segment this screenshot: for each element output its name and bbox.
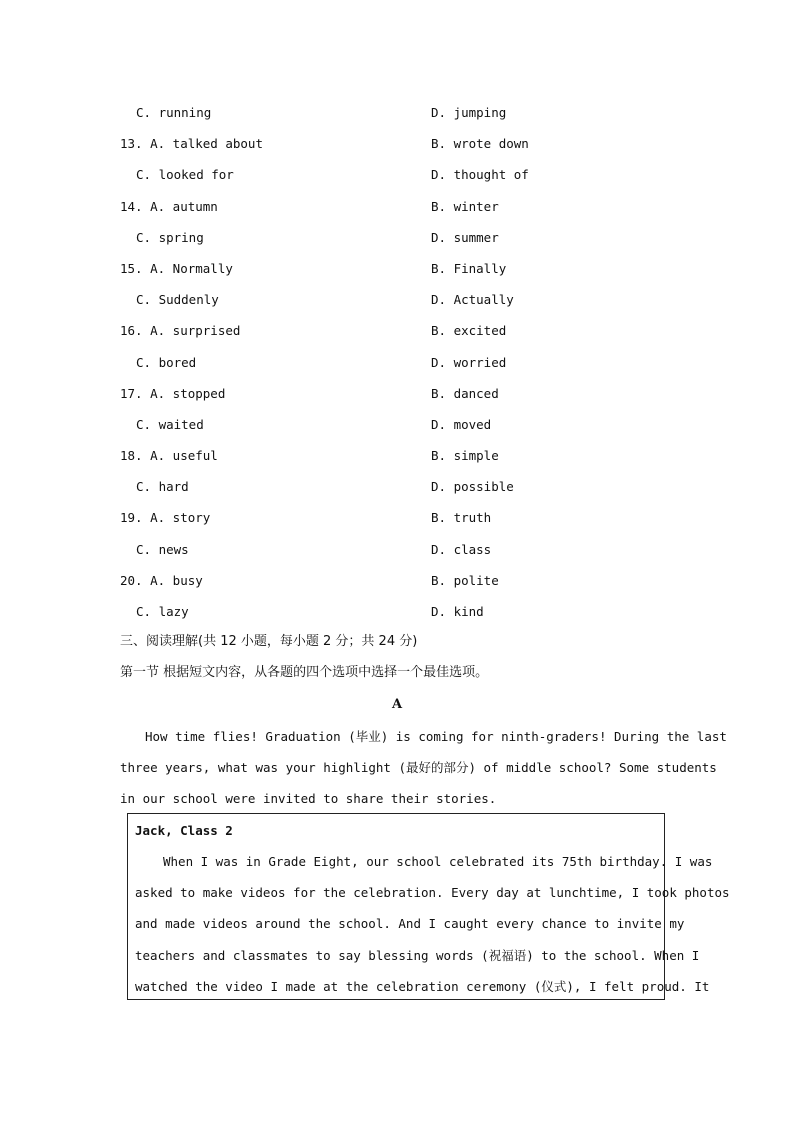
option-right: D. jumping — [431, 105, 507, 120]
story-heading: Jack, Class 2 — [135, 823, 233, 838]
option-right: D. possible — [431, 479, 514, 495]
option-left: 16. A. surprised — [120, 323, 241, 339]
option-row — [120, 471, 680, 502]
story-body — [135, 846, 730, 1002]
option-left: 17. A. stopped — [120, 385, 226, 401]
option-right: B. polite — [431, 572, 499, 588]
option-left: 13. A. talked about — [120, 136, 263, 152]
option-right: D. thought of — [431, 167, 529, 183]
option-row — [120, 128, 680, 159]
option-row — [120, 378, 680, 409]
option-right: B. winter — [431, 198, 499, 214]
option-left: C. looked for — [136, 167, 234, 183]
option-row — [120, 159, 680, 190]
option-left: C. Suddenly — [136, 292, 219, 308]
passage-letter: A — [391, 697, 403, 712]
option-left: C. spring — [136, 229, 204, 245]
option-left: 18. A. useful — [120, 448, 218, 464]
option-right: D. moved — [431, 416, 492, 432]
option-right: B. simple — [431, 448, 499, 464]
cloze-options-list — [120, 97, 680, 627]
option-right: D. worried — [431, 354, 507, 370]
option-row — [120, 191, 680, 222]
option-row — [120, 565, 680, 596]
option-right: D. summer — [431, 229, 499, 245]
option-right: D. class — [431, 541, 492, 557]
option-left: 19. A. story — [120, 510, 211, 526]
option-row — [120, 440, 680, 471]
section-instruction: 第一节 根据短文内容，从各题的四个选项中选择一个最佳选项。 — [120, 665, 489, 680]
option-left: C. lazy — [136, 604, 189, 619]
option-right: B. danced — [431, 385, 499, 401]
option-row — [120, 502, 680, 533]
option-row — [120, 97, 680, 128]
option-row — [120, 534, 680, 565]
option-right: B. truth — [431, 510, 492, 526]
story-line: teachers and classmates to say blessing words (祝福语) to the school. When I — [135, 947, 700, 963]
option-left: C. news — [136, 541, 189, 557]
intro-line: in our school were invited to share their stories. — [120, 791, 497, 807]
option-row — [120, 284, 680, 315]
option-left: C. waited — [136, 416, 204, 432]
option-left: 20. A. busy — [120, 572, 203, 588]
option-row — [120, 222, 680, 253]
option-row — [120, 315, 680, 346]
option-row — [120, 253, 680, 284]
story-line: watched the video I made at the celebration ceremony (仪式), I felt proud. It — [135, 978, 710, 994]
story-box — [127, 813, 730, 1000]
option-row — [120, 347, 680, 378]
option-left: C. hard — [136, 479, 189, 495]
option-left: C. bored — [136, 354, 197, 370]
intro-line: three years, what was your highlight (最好的部分) of middle school? Some students — [120, 760, 717, 776]
story-line: asked to make videos for the celebration. Every day at lunchtime, I took photos — [135, 885, 730, 901]
option-row — [120, 596, 680, 627]
option-right: B. Finally — [431, 260, 507, 276]
passage-intro — [120, 721, 727, 815]
section-title: 三、阅读理解(共 12 小题，每小题 2 分；共 24 分) — [120, 634, 418, 649]
option-left: 15. A. Normally — [120, 260, 233, 276]
option-right: B. excited — [431, 323, 507, 339]
option-left: 14. A. autumn — [120, 198, 218, 214]
option-right: D. kind — [431, 604, 484, 619]
option-row — [120, 409, 680, 440]
story-line: When I was in Grade Eight, our school celebrated its 75th birthday. I was — [163, 854, 713, 869]
option-right: D. Actually — [431, 292, 514, 308]
option-right: B. wrote down — [431, 136, 529, 152]
intro-line: How time flies! Graduation (毕业) is coming for ninth-graders! During the last — [145, 729, 727, 744]
story-line: and made videos around the school. And I caught every chance to invite my — [135, 916, 685, 932]
option-left: C. running — [136, 105, 212, 120]
